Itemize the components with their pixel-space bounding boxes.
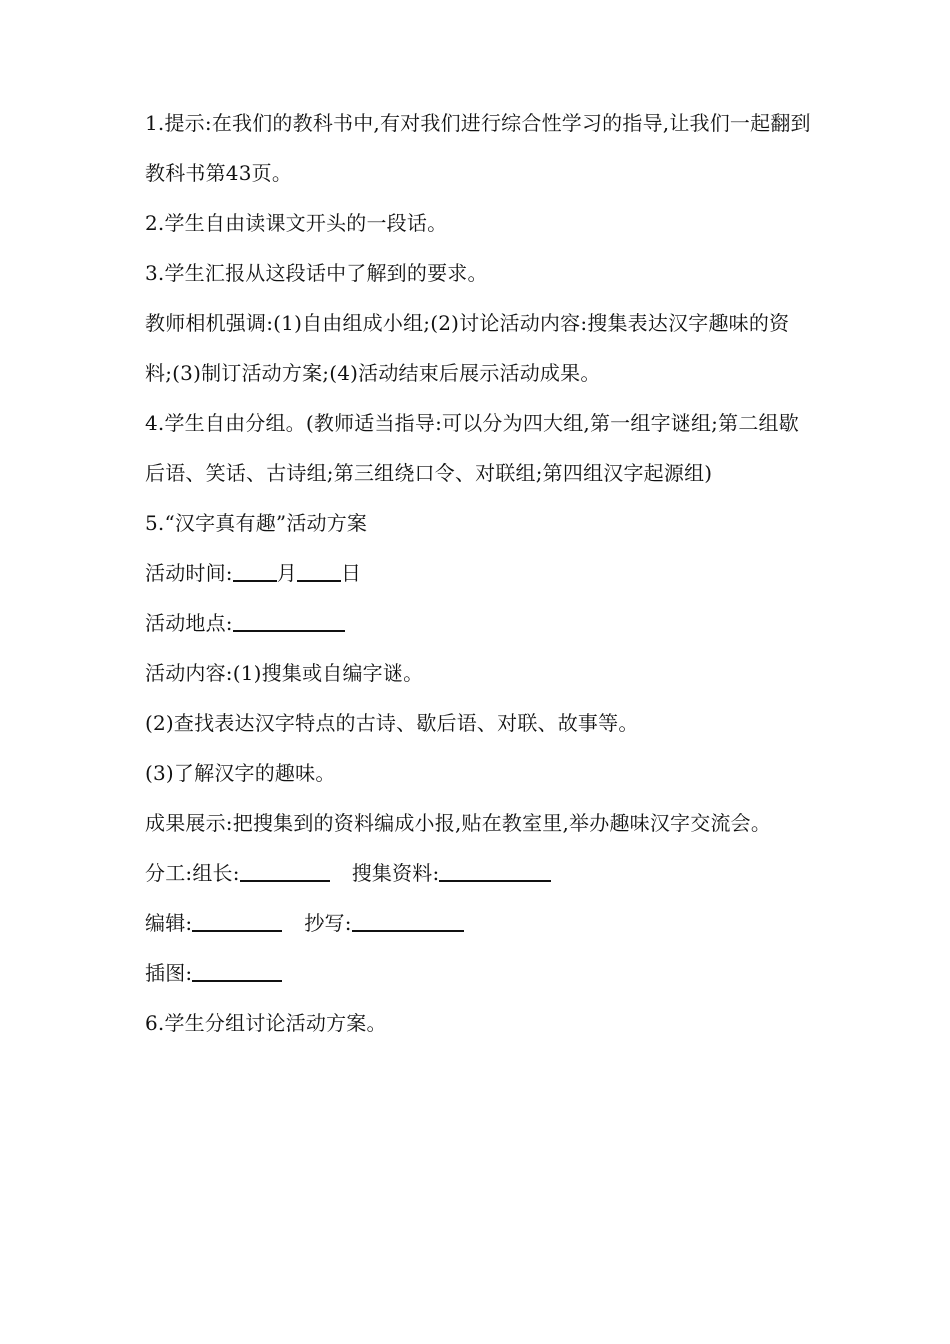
copy-label: 抄写: bbox=[304, 911, 352, 935]
paragraph-report: 3.学生汇报从这段话中了解到的要求。 bbox=[145, 261, 488, 285]
division-line-1 bbox=[145, 848, 815, 898]
division-line-2 bbox=[145, 898, 815, 948]
paragraph-plan-title: 5.“汉字真有趣”活动方案 bbox=[145, 511, 368, 535]
activity-content-line-2: (2)查找表达汉字特点的古诗、歇后语、对联、故事等。 bbox=[145, 711, 639, 735]
month-blank bbox=[233, 562, 277, 582]
activity-place-label: 活动地点: bbox=[145, 611, 233, 635]
day-blank bbox=[297, 562, 341, 582]
paragraph-discussion: 6.学生分组讨论活动方案。 bbox=[145, 1011, 387, 1035]
paragraph-results: 成果展示:把搜集到的资料编成小报,贴在教室里,举办趣味汉字交流会。 bbox=[145, 811, 772, 835]
collect-label: 搜集资料: bbox=[351, 861, 440, 885]
month-label: 月 bbox=[276, 561, 297, 585]
collect-blank bbox=[439, 862, 551, 882]
paragraph-read: 2.学生自由读课文开头的一段话。 bbox=[145, 211, 448, 235]
place-blank bbox=[233, 612, 345, 632]
activity-time-label: 活动时间: bbox=[145, 561, 233, 585]
copy-blank bbox=[352, 912, 464, 932]
activity-content-line-3: (3)了解汉字的趣味。 bbox=[145, 761, 336, 785]
division-leader-label: 分工:组长: bbox=[145, 861, 240, 885]
day-label: 日 bbox=[340, 561, 362, 585]
edit-label: 编辑: bbox=[145, 911, 193, 935]
illustrate-blank bbox=[192, 962, 282, 982]
leader-blank bbox=[240, 862, 330, 882]
division-line-3 bbox=[145, 948, 815, 998]
paragraph-hint: 1.提示:在我们的教科书中,有对我们进行综合性学习的指导,让我们一起翻到教科书第43页。 bbox=[145, 111, 811, 185]
activity-place-line bbox=[145, 598, 815, 648]
paragraph-grouping: 4.学生自由分组。(教师适当指导:可以分为四大组,第一组字谜组;第二组歇后语、笑话、古诗组;第三组绕口令、对联组;第四组汉字起源组) bbox=[145, 411, 799, 485]
edit-blank bbox=[192, 912, 282, 932]
paragraph-teacher-emphasis: 教师相机强调:(1)自由组成小组;(2)讨论活动内容:搜集表达汉字趣味的资料;(3)制订活动方案;(4)活动结束后展示活动成果。 bbox=[145, 311, 790, 385]
activity-content-line-1: 活动内容:(1)搜集或自编字谜。 bbox=[145, 661, 424, 685]
activity-time-line bbox=[145, 548, 815, 598]
document-body bbox=[145, 98, 815, 1048]
illustrate-label: 插图: bbox=[145, 961, 193, 985]
